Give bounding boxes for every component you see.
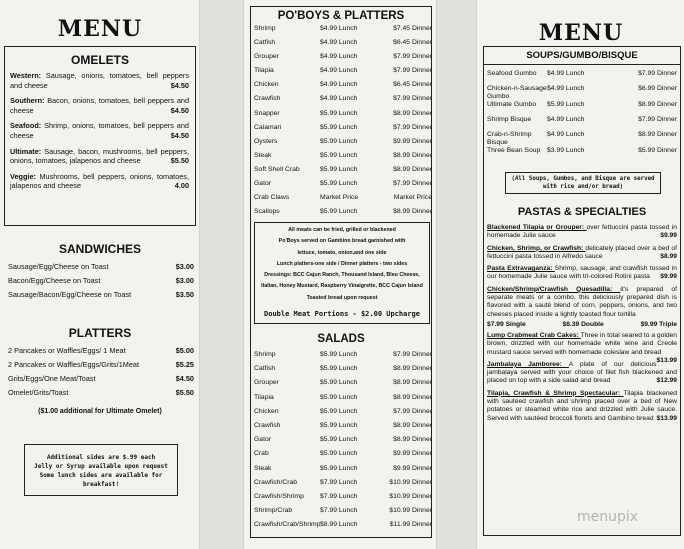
soups-note-box <box>505 172 661 194</box>
item-name: Omelet/Grits/Toast <box>8 388 69 397</box>
item-dinner: $5.99 Dinner <box>638 147 677 154</box>
poboys-list <box>254 25 432 222</box>
item-desc: Sausage, onions, tomatoes, bell peppers and cheese <box>10 71 189 90</box>
item-name: Tilapia <box>254 67 274 75</box>
watermark: menupix <box>577 509 639 525</box>
item-desc: delicately placed over a bed of fettuccini pasta tossed in Alfredo sauce <box>487 244 678 260</box>
soup-line <box>487 147 677 161</box>
menu-line <box>254 479 432 493</box>
item-name: Western: <box>10 71 46 80</box>
item-name: Crawfish/Shrimp <box>254 492 304 500</box>
item-price: $9.99 <box>660 232 677 240</box>
item-desc: over fettuccini pasta tossed in homemade Julie sauce <box>487 224 677 240</box>
item-dinner: $7.99 Dinner <box>393 180 432 188</box>
pasta-item <box>487 265 677 282</box>
item-name: Crawfish <box>254 421 281 429</box>
menu-line <box>254 39 432 53</box>
item-dinner: $8.99 Dinner <box>393 436 432 444</box>
item-lunch: $4.99 Lunch <box>320 67 358 75</box>
menu-title: MENU <box>538 20 624 46</box>
item-dinner: $10.99 Dinner <box>389 478 432 486</box>
poboys-info-box <box>254 222 430 324</box>
item-name: Grouper <box>254 53 279 61</box>
item-dinner: $9.99 Dinner <box>393 464 432 472</box>
item-price: $9.99 <box>660 273 677 281</box>
item-name: Grits/Eggs/One Meat/Toast <box>8 374 96 383</box>
item-name: Jambalaya Jamboree: <box>487 360 569 368</box>
pasta-item <box>487 390 677 423</box>
item-name: Crab Claws <box>254 194 290 202</box>
item-price: $13.99 <box>656 356 677 364</box>
item-dinner: $8.99 Dinner <box>638 101 677 108</box>
menu-line <box>254 25 432 39</box>
info-line: lettuce, tomato, onion,and one side <box>297 249 387 256</box>
item-name: Tilapia, Crawfish & Shrimp Spectacular: <box>487 389 624 397</box>
item-dinner: $7.45 Dinner <box>393 25 432 32</box>
item-lunch: $5.99 Lunch <box>320 464 358 472</box>
soup-line <box>487 131 677 146</box>
item-name: Blackened Tilapia or Grouper: <box>487 224 587 231</box>
soups-list <box>487 70 677 162</box>
menu-line <box>8 346 194 360</box>
item-lunch: $5.99 Lunch <box>320 180 358 188</box>
item-desc: Sausage, bacon, mushrooms, bell peppers, onions, tomatoes, jalapenos and cheese <box>10 146 189 166</box>
item-dinner: Market Price <box>393 194 432 202</box>
item-name: Catfish <box>254 39 276 47</box>
item-lunch: $4.99 Lunch <box>320 25 358 32</box>
info-line: Toasted bread upon request <box>306 294 378 301</box>
item-price: $3.50 <box>175 290 194 299</box>
item-dinner: $8.99 Dinner <box>393 165 432 173</box>
item-dinner: $8.99 Dinner <box>393 109 432 117</box>
omelet-item <box>10 71 189 90</box>
item-price: $3.00 <box>175 276 194 285</box>
item-lunch: $4.99 Lunch <box>320 95 358 103</box>
item-name: Crawfish/Crab <box>254 478 298 486</box>
menu-line <box>254 194 432 208</box>
item-desc: Three in total seared to a golden brown, drizzled with our homemade white wine and Creole mustard sauce served with homemade coleslaw and bread <box>487 331 677 356</box>
item-price: $4.50 <box>170 105 189 115</box>
item-lunch: $4.99 Lunch <box>320 39 358 47</box>
item-dinner: $7.99 Dinner <box>393 67 432 75</box>
item-name: Soft Shell Crab <box>254 165 300 173</box>
item-dinner: $11.99 Dinner <box>389 521 432 529</box>
item-dinner: $8.99 Dinner <box>393 379 432 387</box>
soup-line <box>487 85 677 100</box>
price-double: $8.39 Double <box>562 320 604 328</box>
price-single: $7.99 Single <box>487 320 526 328</box>
sandwiches-header: SANDWICHES <box>58 242 141 256</box>
soups-header: SOUPS/GUMBO/BISQUE <box>483 50 681 65</box>
item-name: Steak <box>254 151 272 159</box>
menu-line <box>254 465 432 479</box>
item-name: Steak <box>254 464 272 472</box>
item-dinner: $10.99 Dinner <box>389 507 432 515</box>
item-lunch: $4.99 Lunch <box>547 70 585 77</box>
item-lunch: $7.99 Lunch <box>320 507 358 515</box>
item-lunch: $5.99 Lunch <box>320 208 358 216</box>
item-name: Chicken-n-Sausage Gumbo <box>487 85 547 100</box>
menu-line <box>254 379 432 393</box>
middle-panel <box>243 0 437 549</box>
platters-header: PLATTERS <box>68 326 132 340</box>
item-name: Shrimp <box>254 25 276 32</box>
item-name: Shrimp/Crab <box>254 507 293 515</box>
item-lunch: $5.99 Lunch <box>320 436 358 444</box>
item-desc: Shrimp, sausage, and crawfish tossed in our homemade Julie sauce with tri-colored Rotini pasta <box>487 265 677 281</box>
item-name: Crab <box>254 450 269 458</box>
item-lunch: Market Price <box>320 194 359 202</box>
item-dinner: $8.99 Dinner <box>393 393 432 401</box>
item-dinner: $9.99 Dinner <box>393 450 432 458</box>
sandwiches-list <box>8 262 194 304</box>
item-desc: Shrimp, onions, tomatoes, bell peppers and cheese <box>10 121 189 140</box>
item-lunch: $5.99 Lunch <box>320 351 358 358</box>
menu-line <box>254 166 432 180</box>
sides-note-box <box>24 444 178 496</box>
item-lunch: $4.99 Lunch <box>320 81 358 89</box>
item-name: Gator <box>254 436 271 444</box>
item-dinner: $8.99 Dinner <box>393 208 432 216</box>
poboys-header: PO'BOYS & PLATTERS <box>277 10 405 22</box>
omelet-item <box>10 96 189 115</box>
item-lunch: $5.99 Lunch <box>320 407 358 415</box>
item-name: Veggie: <box>10 171 40 181</box>
platters-note: ($1.00 additional for Ultimate Omelet) <box>38 408 162 415</box>
menu-line <box>254 124 432 138</box>
pastas-list <box>487 224 677 427</box>
quesadilla-prices <box>487 321 677 328</box>
item-dinner: $6.99 Dinner <box>638 85 677 92</box>
item-dinner: $9.99 Dinner <box>393 137 432 145</box>
item-name: Three Bean Soup <box>487 147 541 154</box>
omelet-item <box>10 121 189 140</box>
item-dinner: $10.99 Dinner <box>389 492 432 500</box>
item-price: 4.00 <box>174 181 189 191</box>
left-panel <box>0 0 200 549</box>
item-name: 2 Pancakes or Waffles/Eggs/ 1 Meat <box>8 346 126 355</box>
menu-line <box>254 138 432 152</box>
item-name: Lump Crabmeat Crab Cakes: <box>487 331 581 339</box>
item-lunch: $5.99 Lunch <box>320 165 358 173</box>
upcharge-note: Double Meat Portions - $2.00 Upcharge <box>264 310 420 319</box>
menu-line <box>8 276 194 290</box>
item-dinner: $7.99 Dinner <box>638 116 677 123</box>
item-price: $3.00 <box>175 262 194 271</box>
menu-line <box>254 152 432 166</box>
item-dinner: $8.99 Dinner <box>638 131 677 138</box>
item-lunch: $4.99 Lunch <box>547 85 585 92</box>
salads-list <box>254 351 432 535</box>
item-name: Crawfish <box>254 95 281 103</box>
item-name: Chicken <box>254 81 279 89</box>
pasta-item <box>487 286 677 319</box>
info-line: Lunch platters-one side / Dinner platters - two sides <box>276 260 408 267</box>
menu-line <box>254 493 432 507</box>
item-lunch: $3.99 Lunch <box>547 147 585 154</box>
item-price: $5.25 <box>175 360 194 369</box>
salads-header: SALADS <box>317 333 365 345</box>
item-dinner: $7.99 Dinner <box>393 407 432 415</box>
item-lunch: $5.99 Lunch <box>320 151 358 159</box>
menu-line <box>254 507 432 521</box>
item-name: Pasta Extravaganza: <box>487 265 555 273</box>
item-dinner: $6.45 Dinner <box>393 81 432 89</box>
item-dinner: $8.99 Dinner <box>393 151 432 159</box>
item-lunch: $7.99 Lunch <box>320 478 358 486</box>
item-desc: Tilapia blackened with sautéed crawfish and shrimp placed over a bed of New potatoes or steamed white rice and drizzled with Julie sauce. Served with sautéed broccoli florets and Gambino bread <box>487 389 677 422</box>
item-name: Calamari <box>254 123 282 131</box>
pastas-header: PASTAS & SPECIALTIES <box>517 206 647 218</box>
fold-gap <box>437 0 476 549</box>
menu-line <box>254 180 432 194</box>
menu-line <box>8 374 194 388</box>
sides-note-line: Additional sides are $.99 each <box>46 454 156 461</box>
item-name: Crawfish/Crab/Shrimp <box>254 521 320 529</box>
item-name: Seafood Gumbo <box>487 70 537 77</box>
menu-line <box>254 408 432 422</box>
item-name: Seafood: <box>10 121 45 131</box>
omelet-item <box>10 147 189 166</box>
item-desc: Mushrooms, bell peppers, onions, tomatoes, jalapenos and cheese <box>10 171 189 191</box>
soup-line <box>487 116 677 130</box>
item-desc: A plate of our delicious jambalaya served with your choice of filet fish blackened and placed on top with a side salad and bread <box>487 360 677 385</box>
soups-note: (All Soups, Gumbos, and Bisque are served with rice and/or bread) <box>511 176 655 190</box>
menu-line <box>254 67 432 81</box>
item-dinner: $7.99 Dinner <box>638 70 677 77</box>
item-name: Sausage/Bacon/Egg/Cheese on Toast <box>8 290 132 299</box>
item-lunch: $5.99 Lunch <box>320 421 358 429</box>
fold-gap <box>200 0 243 549</box>
item-dinner: $7.99 Dinner <box>393 53 432 61</box>
item-name: Bacon/Egg/Cheese on Toast <box>8 276 101 285</box>
item-name: Ultimate Gumbo <box>487 101 537 108</box>
item-lunch: $8.99 Lunch <box>320 521 358 529</box>
item-price: $5.00 <box>175 346 194 355</box>
item-name: Chicken <box>254 407 279 415</box>
platters-list <box>8 346 194 402</box>
menu-line <box>254 394 432 408</box>
pasta-item <box>487 245 677 262</box>
item-lunch: $5.99 Lunch <box>320 379 358 387</box>
soup-line <box>487 101 677 115</box>
item-name: Chicken/Shrimp/Crawfish Quesadilla: <box>487 285 621 293</box>
menu-line <box>8 290 194 304</box>
price-triple: $9.99 Triple <box>640 320 677 328</box>
omelets-box <box>4 46 196 226</box>
item-name: Shrimp <box>254 351 276 358</box>
item-lunch: $5.99 Lunch <box>320 365 358 373</box>
item-name: Oysters <box>254 137 278 145</box>
item-name: Tilapia <box>254 393 274 401</box>
item-price: $5.50 <box>175 388 194 397</box>
sides-note-line: Jelly or Syrup available upon request <box>34 463 168 470</box>
item-name: Grouper <box>254 379 279 387</box>
item-lunch: $5.99 Lunch <box>320 450 358 458</box>
omelet-item <box>10 172 189 191</box>
info-line: All meats can be fried, grilled or blackened <box>288 227 396 233</box>
item-name: Gator <box>254 180 271 188</box>
item-desc: Bacon, onions, tomatoes, bell peppers and cheese <box>10 96 190 115</box>
menu-line <box>254 521 432 535</box>
item-dinner: $6.45 Dinner <box>393 39 432 47</box>
soup-line <box>487 70 677 84</box>
item-price: $5.50 <box>170 156 189 166</box>
item-name: Chicken, Shrimp, or Crawfish: <box>487 244 586 252</box>
pasta-item <box>487 361 677 386</box>
menu-line <box>8 388 194 402</box>
item-dinner: $7.99 Dinner <box>393 95 432 103</box>
item-desc: it's prepared of separate meats or a combo, this deliciously prepared dish is flavored with a sauté blend of corn, peppers, onions, and two cheeses placed inside a lightly toasted flour tortilla <box>487 285 677 318</box>
item-price: $4.50 <box>175 374 194 383</box>
item-dinner: $8.99 Dinner <box>393 365 432 373</box>
info-lines <box>255 223 429 304</box>
menu-line <box>8 262 194 276</box>
item-name: Crab-n-Shrimp Bisque <box>487 131 532 146</box>
menu-line <box>254 422 432 436</box>
item-name: Snapper <box>254 109 280 117</box>
omelets-header: OMELETS <box>70 53 129 67</box>
menu-line <box>254 208 432 222</box>
item-name: Southern: <box>10 96 48 106</box>
menu-title: MENU <box>57 16 143 42</box>
info-line: Po'Boys served on Gambino bread garnished with <box>278 238 406 245</box>
menu-line <box>254 450 432 464</box>
item-lunch: $5.99 Lunch <box>320 123 358 131</box>
menu-line <box>8 360 194 374</box>
info-line: Dressings: BCC Cajun Ranch, Thousand Island, Bleu Cheese, <box>264 272 420 279</box>
item-price: $12.99 <box>656 377 677 385</box>
item-lunch: $7.99 Lunch <box>320 492 358 500</box>
menu-line <box>254 365 432 379</box>
info-line: Italian, Honey Mustard, Raspberry Vinaigrette, BCC Cajun Island <box>261 283 423 290</box>
item-lunch: $4.99 Lunch <box>547 116 585 123</box>
item-price: $8.99 <box>660 252 677 260</box>
item-lunch: $4.99 Lunch <box>320 53 358 61</box>
item-name: Ultimate: <box>10 146 45 156</box>
menu-line <box>254 351 432 365</box>
item-name: Sausage/Egg/Cheese on Toast <box>8 262 109 271</box>
menu-line <box>254 436 432 450</box>
item-lunch: $5.99 Lunch <box>320 393 358 401</box>
menu-line <box>254 53 432 67</box>
item-lunch: $4.99 Lunch <box>547 131 585 138</box>
item-lunch: $5.99 Lunch <box>320 137 358 145</box>
item-dinner: $8.99 Dinner <box>393 421 432 429</box>
menu-line <box>254 95 432 109</box>
item-lunch: $5.99 Lunch <box>547 101 585 108</box>
item-name: Scallops <box>254 208 280 216</box>
right-panel <box>476 0 684 549</box>
omelets-list <box>5 67 195 191</box>
sides-note-line: Some lunch sides are available for breakfast! <box>39 472 163 488</box>
item-name: 2 Pancakes or Waffles/Eggs/Grits/1Meat <box>8 360 139 369</box>
item-name: Shrimp Bisque <box>487 116 532 123</box>
menu-line <box>254 81 432 95</box>
menu-line <box>254 110 432 124</box>
pasta-item <box>487 224 677 241</box>
item-price: $13.99 <box>656 414 677 422</box>
item-dinner: $7.99 Dinner <box>393 123 432 131</box>
item-lunch: $5.99 Lunch <box>320 109 358 117</box>
item-dinner: $7.99 Dinner <box>393 351 432 358</box>
item-price: $4.50 <box>170 80 189 90</box>
item-name: Catfish <box>254 365 276 373</box>
item-price: $4.50 <box>170 130 189 140</box>
